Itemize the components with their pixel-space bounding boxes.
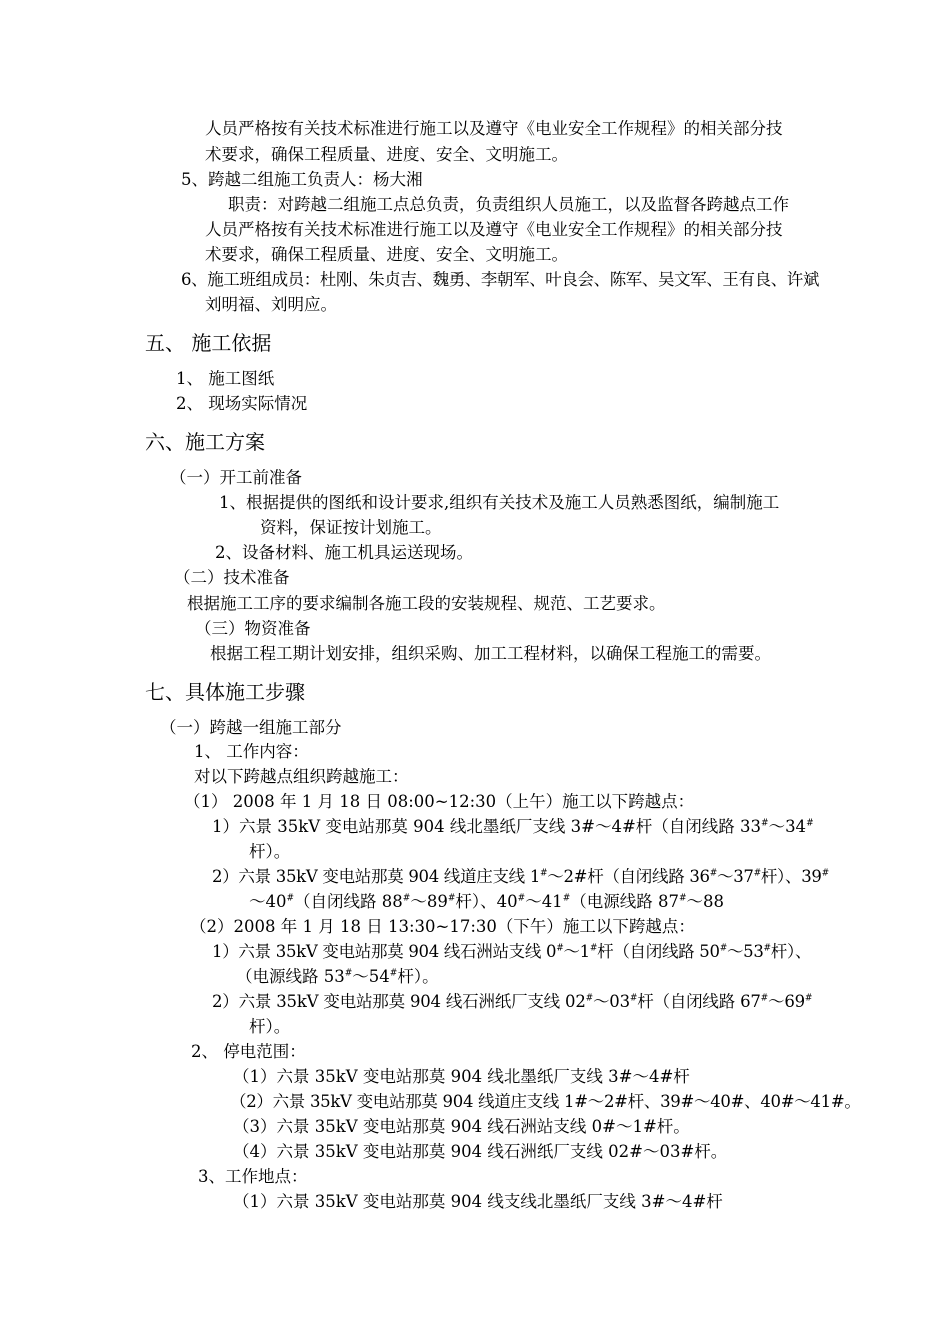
list-item: （1）六景 35kV 变电站那莫 904 线北墨纸厂支线 3#～4#杆 <box>233 1067 690 1086</box>
paragraph-line: 人员严格按有关技术标准进行施工以及遵守《电业安全工作规程》的相关部分技 <box>205 220 783 239</box>
paragraph-line: 术要求，确保工程质量、进度、安全、文明施工。 <box>205 245 568 264</box>
list-item: （1）六景 35kV 变电站那莫 904 线支线北墨纸厂支线 3#～4#杆 <box>233 1192 723 1211</box>
list-item: 1、 工作内容： <box>194 742 309 761</box>
subsection-heading: （一）跨越一组施工部分 <box>160 718 342 737</box>
paragraph-line: 刘明福、刘明应。 <box>205 295 337 314</box>
list-item: （1） 2008 年 1 月 18 日 08:00~12:30（上午）施工以下跨越点： <box>184 792 695 811</box>
paragraph-line: 资料，保证按计划施工。 <box>260 518 442 537</box>
subsection-heading: （三）物资准备 <box>195 619 311 638</box>
list-item: 6、施工班组成员：杜刚、朱贞吉、魏勇、李朝军、叶良会、陈军、吴文军、王有良、许斌 <box>181 270 819 289</box>
list-item: （2）2008 年 1 月 18 日 13:30~17:30（下午）施工以下跨越点： <box>190 917 695 936</box>
section-heading: 七、具体施工步骤 <box>145 680 305 704</box>
list-item: 1）六景 35kV 变电站那莫 904 线石洲站支线 0#～1#杆（自闭线路 50#～53#杆）、 <box>212 942 812 961</box>
section-heading: 六、施工方案 <box>145 430 265 454</box>
list-item: 2、 现场实际情况 <box>176 394 308 413</box>
section-heading: 五、 施工依据 <box>145 331 272 355</box>
paragraph-line: 人员严格按有关技术标准进行施工以及遵守《电业安全工作规程》的相关部分技 <box>205 119 783 138</box>
paragraph-line: ～40#（自闭线路 88#～89#杆）、40#～41#（电源线路 87#～88 <box>249 892 725 911</box>
list-item: （3）六景 35kV 变电站那莫 904 线石洲站支线 0#～1#杆。 <box>233 1117 690 1136</box>
paragraph-line: 根据施工工序的要求编制各施工段的安装规程、规范、工艺要求。 <box>187 594 666 613</box>
list-item: 2）六景 35kV 变电站那莫 904 线道庄支线 1#～2#杆（自闭线路 36#～37#杆）、39# <box>212 867 829 886</box>
paragraph-line: 根据工程工期计划安排，组织采购、加工工程材料，以确保工程施工的需要。 <box>210 644 771 663</box>
list-item: 1、 施工图纸 <box>176 369 275 388</box>
list-item: 3、工作地点： <box>198 1167 308 1186</box>
list-item: 2、 停电范围： <box>191 1042 306 1061</box>
paragraph-line: 职责：对跨越二组施工点总负责，负责组织人员施工，以及监督各跨越点工作 <box>228 195 789 214</box>
paragraph-line: 杆）。 <box>249 1017 291 1036</box>
paragraph-line: （电源线路 53#～54#杆）。 <box>236 967 439 986</box>
paragraph-line: 术要求，确保工程质量、进度、安全、文明施工。 <box>205 145 568 164</box>
paragraph-line: 对以下跨越点组织跨越施工： <box>194 767 409 786</box>
list-item: （2）六景 35kV 变电站那莫 904 线道庄支线 1#～2#杆、39#～40#、40#～41#。 <box>230 1092 861 1111</box>
list-item: 2、设备材料、施工机具运送现场。 <box>215 543 473 562</box>
list-item: 1）六景 35kV 变电站那莫 904 线北墨纸厂支线 3#～4#杆（自闭线路 33#～34# <box>212 817 814 836</box>
list-item: （4）六景 35kV 变电站那莫 904 线石洲纸厂支线 02#～03#杆。 <box>233 1142 728 1161</box>
list-item: 5、跨越二组施工负责人：杨大湘 <box>181 170 423 189</box>
list-item: 2）六景 35kV 变电站那莫 904 线石洲纸厂支线 02#～03#杆（自闭线路 67#～69# <box>212 992 813 1011</box>
list-item: 1、根据提供的图纸和设计要求,组织有关技术及施工人员熟悉图纸，编制施工 <box>219 493 780 512</box>
subsection-heading: （一）开工前准备 <box>170 468 302 487</box>
paragraph-line: 杆）。 <box>249 842 291 861</box>
subsection-heading: （二）技术准备 <box>174 568 290 587</box>
